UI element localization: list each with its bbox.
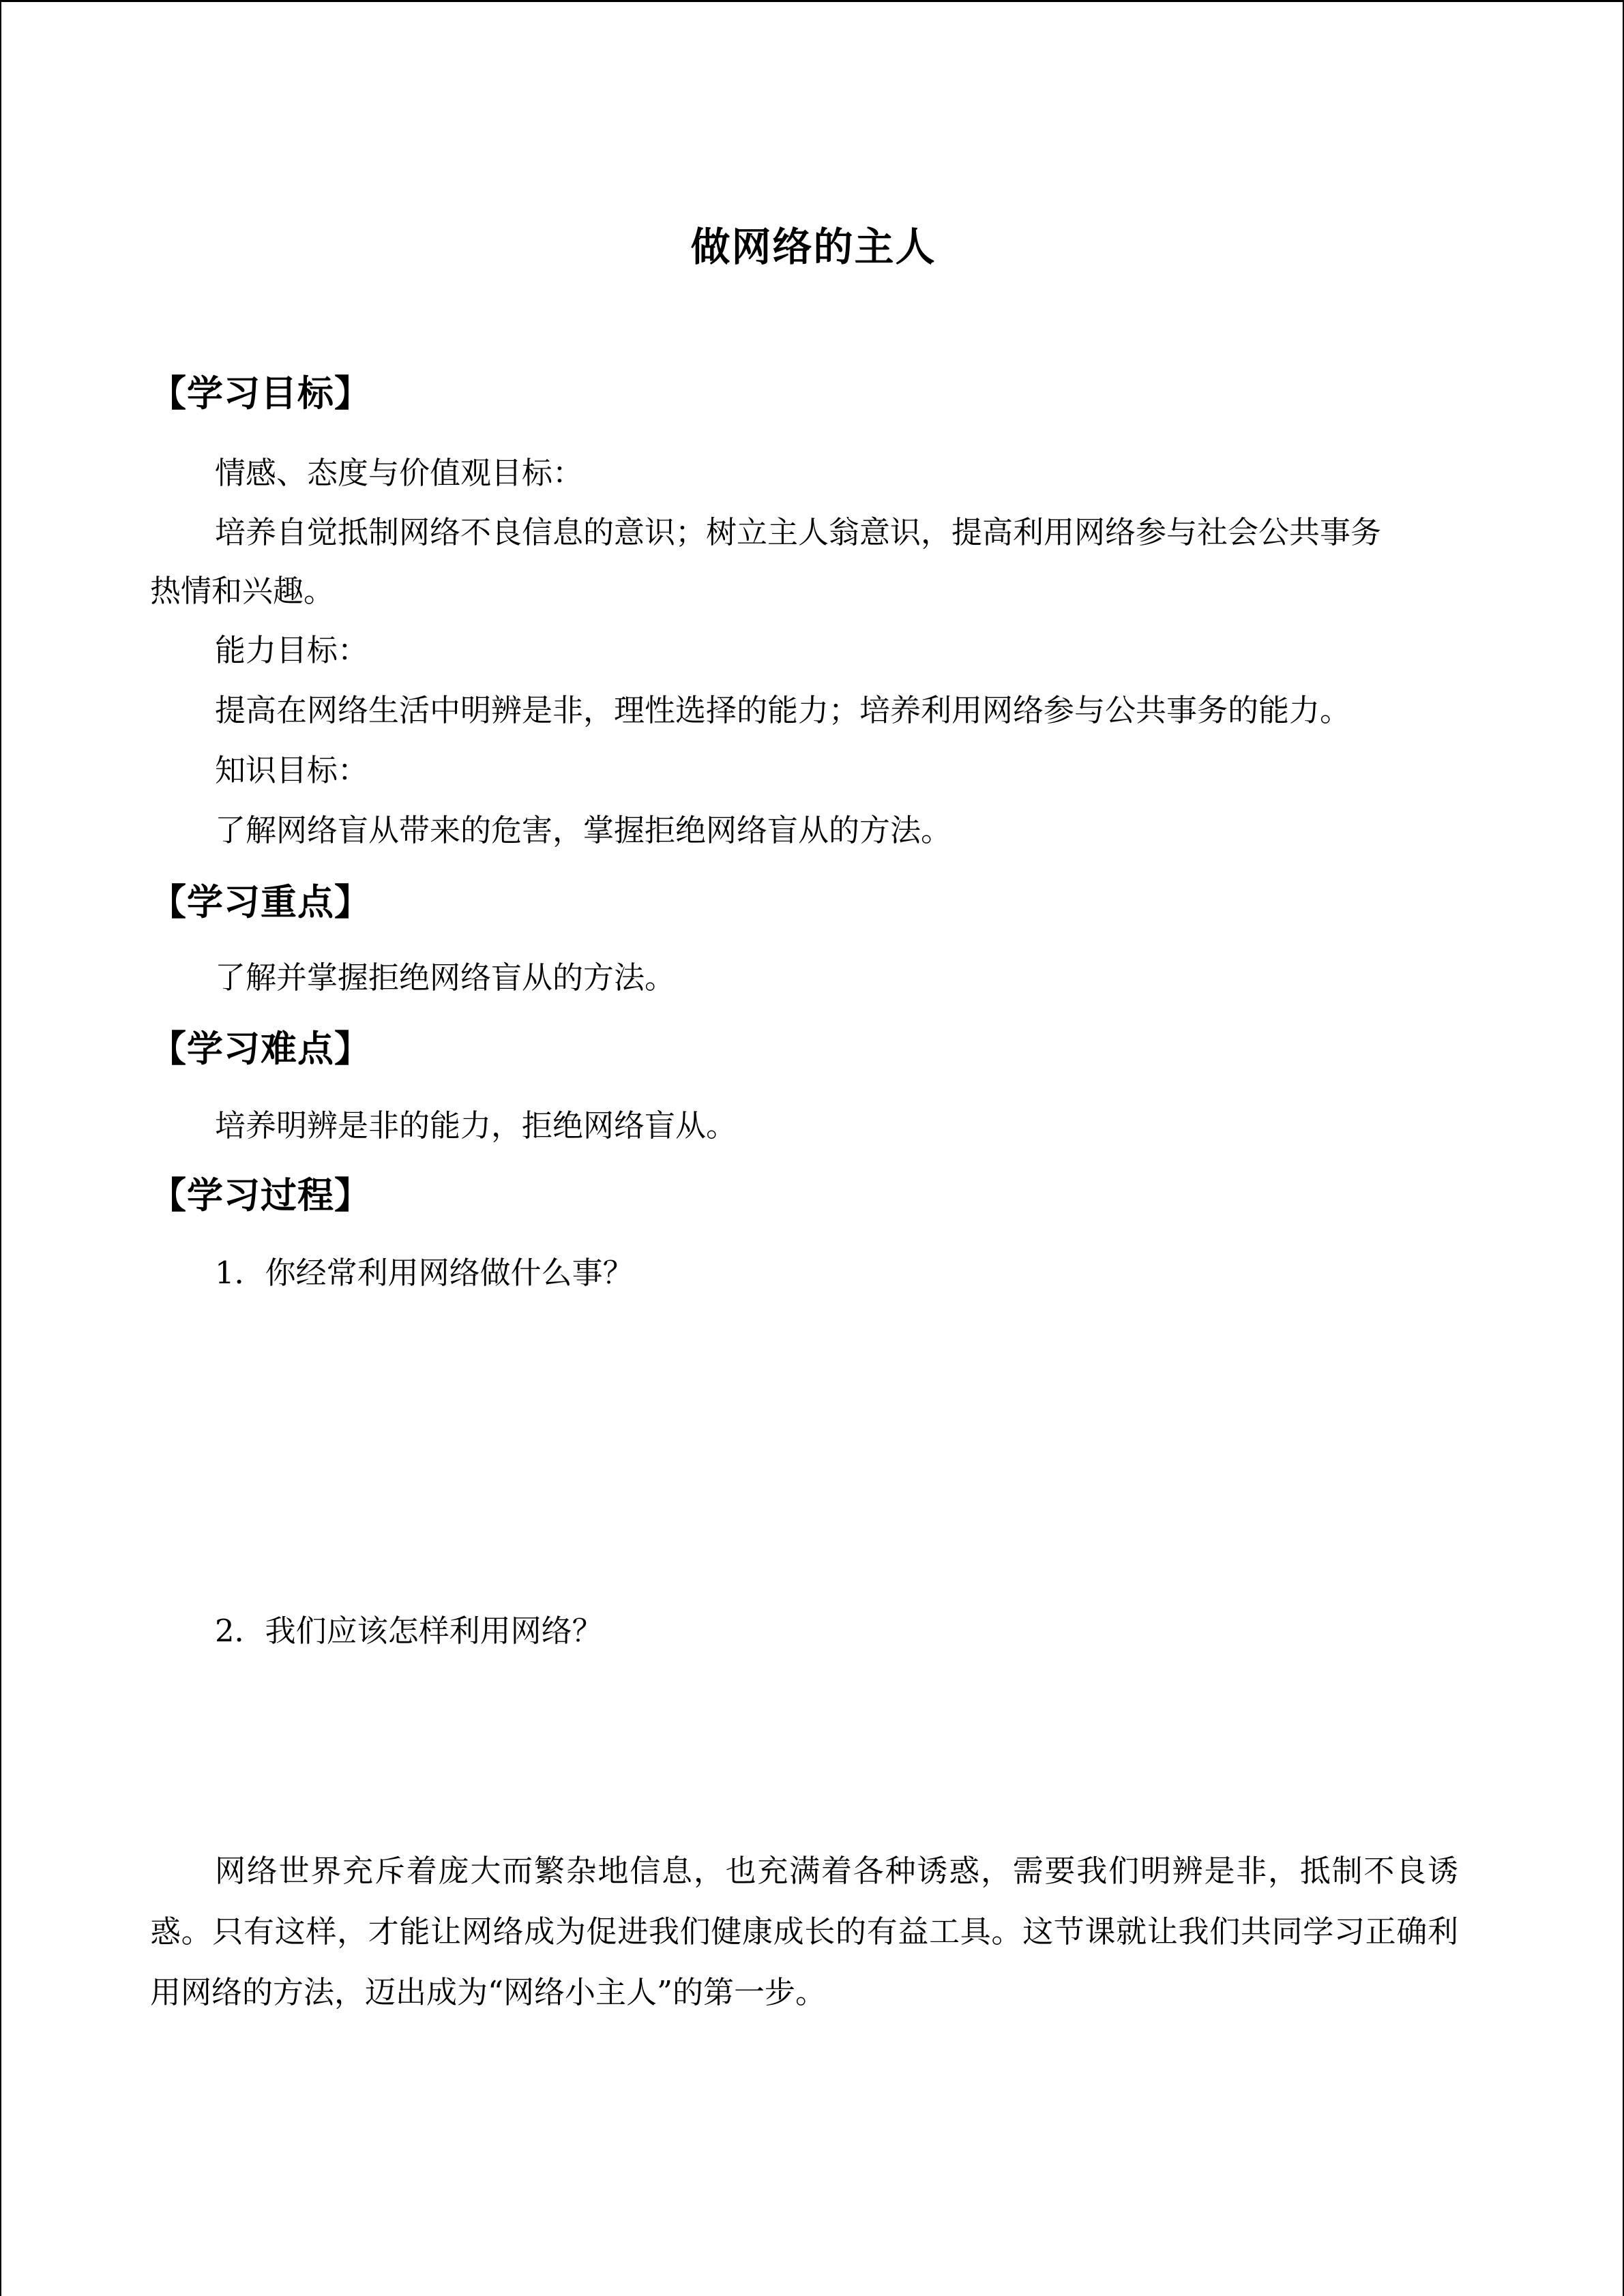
page-title: 做网络的主人	[690, 224, 936, 270]
ability-objective-label: 能力目标：	[215, 632, 369, 668]
difficulties-text: 培养明辨是非的能力，拒绝网络盲从。	[215, 1107, 737, 1144]
emotion-objective-text-line1: 培养自觉抵制网络不良信息的意识；树立主人翁意识，提高利用网络参与社会公共事务	[215, 514, 1382, 550]
emotion-objective-label: 情感、态度与价值观目标：	[215, 455, 584, 491]
ability-objective-text: 提高在网络生活中明辨是非，理性选择的能力；培养利用网络参与公共事务的能力。	[215, 692, 1351, 728]
key-points-text: 了解并掌握拒绝网络盲从的方法。	[215, 959, 676, 996]
question-2: 2．我们应该怎样利用网络？	[215, 1613, 603, 1649]
emotion-objective-text-line2: 热情和兴趣。	[150, 573, 335, 609]
question-1: 1．你经常利用网络做什么事？	[215, 1255, 634, 1291]
section-heading-difficulties: 【学习难点】	[150, 1028, 371, 1070]
section-heading-process: 【学习过程】	[150, 1175, 371, 1217]
section-heading-key-points: 【学习重点】	[150, 882, 371, 923]
knowledge-objective-text: 了解网络盲从带来的危害，掌握拒绝网络盲从的方法。	[215, 812, 952, 848]
knowledge-objective-label: 知识目标：	[215, 752, 369, 788]
section-heading-objectives: 【学习目标】	[150, 373, 371, 415]
summary-paragraph: 网络世界充斥着庞大而繁杂地信息，也充满着各种诱惑，需要我们明辨是非，抵制不良诱惑。只有这样，才能让网络成为促进我们健康成长的有益工具。这节课就让我们共同学习正确利用网络的方法，迈出成为“网络小主人”的第一步。	[150, 1853, 1458, 2010]
